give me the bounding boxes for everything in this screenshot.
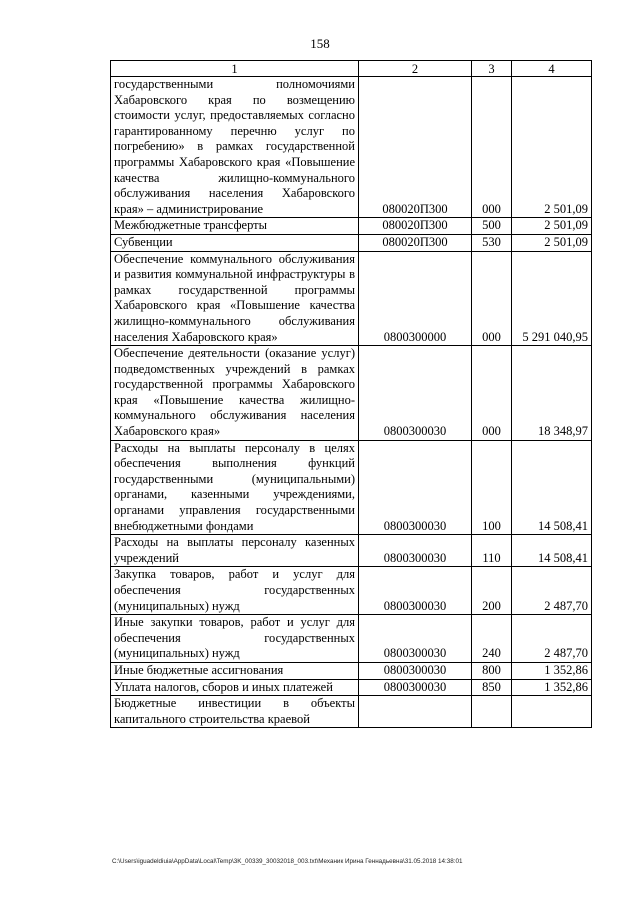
table-row — [111, 234, 592, 251]
row-description: Иные бюджетные ассигнования — [111, 662, 359, 679]
row-description: Расходы на выплаты персоналу в целях обеспечения выполнения функций государственными (муниципальными) органами, казенными учреждениями, органами управления государственными внебюджетными фондами — [111, 440, 359, 535]
amount: 2 501,09 — [512, 77, 592, 218]
expense-type-code: 110 — [472, 535, 512, 567]
expense-type-code: 100 — [472, 440, 512, 535]
target-article-code: 0800300030 — [359, 535, 472, 567]
table-row — [111, 615, 592, 663]
table-row — [111, 346, 592, 441]
target-article-code: 0800300030 — [359, 346, 472, 441]
table-row — [111, 679, 592, 696]
amount — [512, 696, 592, 728]
row-description: государственными полномочиями Хабаровского края по возмещению стоимости услуг, предоставляемых согласно гарантированному перечню услуг по погребению» в рамках государственной программы Хабаровского края «Повышение качества жилищно-коммунального обслуживания населения Хабаровского края» – администрирование — [111, 77, 359, 218]
table-row — [111, 696, 592, 728]
table-header-row — [111, 61, 592, 77]
amount: 2 487,70 — [512, 615, 592, 663]
row-description: Иные закупки товаров, работ и услуг для обеспечения государственных (муниципальных) нужд — [111, 615, 359, 663]
target-article-code: 080020П300 — [359, 234, 472, 251]
target-article-code — [359, 696, 472, 728]
column-header-1: 1 — [111, 61, 359, 77]
amount: 5 291 040,95 — [512, 251, 592, 346]
target-article-code: 080020П300 — [359, 218, 472, 235]
target-article-code: 0800300000 — [359, 251, 472, 346]
expense-type-code: 000 — [472, 346, 512, 441]
amount: 1 352,86 — [512, 662, 592, 679]
expense-type-code — [472, 696, 512, 728]
row-description: Уплата налогов, сборов и иных платежей — [111, 679, 359, 696]
expense-type-code: 530 — [472, 234, 512, 251]
table-row — [111, 440, 592, 535]
amount: 14 508,41 — [512, 440, 592, 535]
expense-type-code: 850 — [472, 679, 512, 696]
expense-type-code: 500 — [472, 218, 512, 235]
amount: 1 352,86 — [512, 679, 592, 696]
table-row — [111, 535, 592, 567]
column-header-3: 3 — [472, 61, 512, 77]
column-header-4: 4 — [512, 61, 592, 77]
amount: 2 501,09 — [512, 234, 592, 251]
table-row — [111, 251, 592, 346]
expense-type-code: 200 — [472, 567, 512, 615]
column-header-2: 2 — [359, 61, 472, 77]
target-article-code: 0800300030 — [359, 567, 472, 615]
amount: 2 487,70 — [512, 567, 592, 615]
table-row — [111, 218, 592, 235]
amount: 14 508,41 — [512, 535, 592, 567]
target-article-code: 0800300030 — [359, 440, 472, 535]
page-number: 158 — [310, 36, 330, 51]
amount: 2 501,09 — [512, 218, 592, 235]
file-path-footer: C:\Users\iguadeldiuia\AppData\Local\Temp\3K_00339_30032018_003.txt\Механик Ирина Геннадьевна\31.05.2018 14:38:01 — [112, 858, 463, 865]
table-row — [111, 567, 592, 615]
budget-table — [110, 60, 592, 728]
row-description: Расходы на выплаты персоналу казенных учреждений — [111, 535, 359, 567]
expense-type-code: 000 — [472, 77, 512, 218]
table-row — [111, 662, 592, 679]
row-description: Обеспечение коммунального обслуживания и развития коммунальной инфраструктуры в рамках государственной программы Хабаровского края «Повышение качества жилищно-коммунального обслуживания населения Хабаровского края» — [111, 251, 359, 346]
target-article-code: 0800300030 — [359, 615, 472, 663]
target-article-code: 0800300030 — [359, 662, 472, 679]
target-article-code: 080020П300 — [359, 77, 472, 218]
row-description: Межбюджетные трансферты — [111, 218, 359, 235]
expense-type-code: 800 — [472, 662, 512, 679]
row-description: Закупка товаров, работ и услуг для обеспечения государственных (муниципальных) нужд — [111, 567, 359, 615]
expense-type-code: 240 — [472, 615, 512, 663]
row-description: Обеспечение деятельности (оказание услуг) подведомственных учреждений в рамках государственной программы Хабаровского края «Повышение качества жилищно-коммунального обслуживания населения Хабаровского края» — [111, 346, 359, 441]
table-row — [111, 77, 592, 218]
target-article-code: 0800300030 — [359, 679, 472, 696]
row-description: Субвенции — [111, 234, 359, 251]
expense-type-code: 000 — [472, 251, 512, 346]
amount: 18 348,97 — [512, 346, 592, 441]
row-description: Бюджетные инвестиции в объекты капитального строительства краевой — [111, 696, 359, 728]
